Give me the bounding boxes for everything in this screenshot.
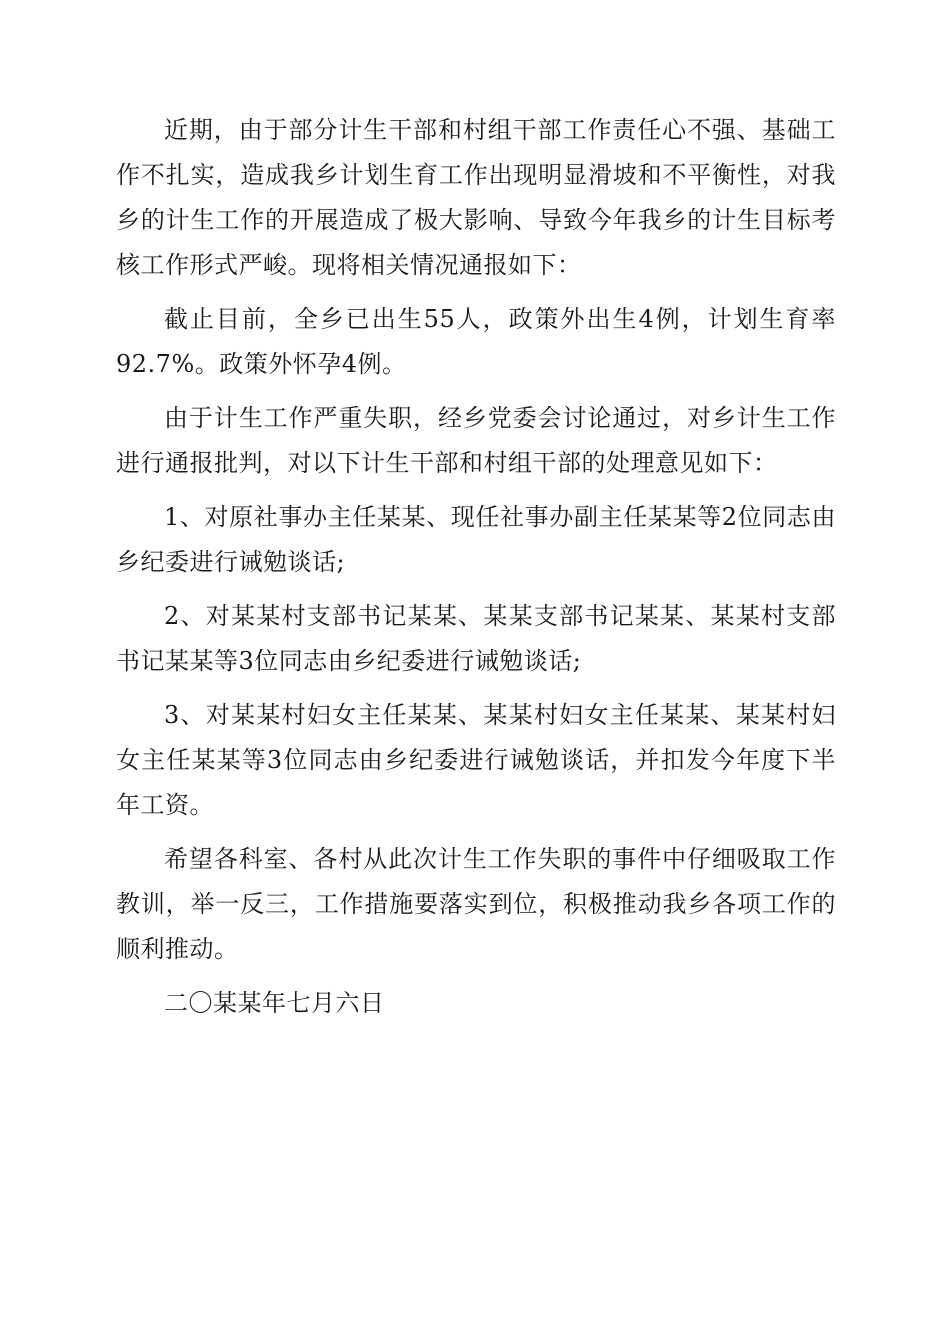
paragraph-decision: 由于计生工作严重失职，经乡党委会讨论通过，对乡计生工作进行通报批判，对以下计生干部和村组干部的处理意见如下： bbox=[116, 404, 836, 477]
paragraph-item-1: 1、对原社事办主任某某、现任社事办副主任某某等2位同志由乡纪委进行诫勉谈话; bbox=[116, 503, 836, 576]
document-date: 二〇某某年七月六日 bbox=[164, 989, 385, 1017]
paragraph-statistics: 截止目前，全乡已出生55人，政策外出生4例，计划生育率92.7%。政策外怀孕4例。 bbox=[116, 305, 836, 378]
paragraph-item-2: 2、对某某村支部书记某某、某某支部书记某某、某某村支部书记某某等3位同志由乡纪委进行诫勉谈话; bbox=[116, 602, 836, 675]
paragraph-closing: 希望各科室、各村从此次计生工作失职的事件中仔细吸取工作教训，举一反三，工作措施要落实到位，积极推动我乡各项工作的顺利推动。 bbox=[116, 845, 836, 963]
document-body bbox=[116, 108, 836, 1035]
paragraph-intro: 近期，由于部分计生干部和村组干部工作责任心不强、基础工作不扎实，造成我乡计划生育工作出现明显滑坡和不平衡性，对我乡的计生工作的开展造成了极大影响、导致今年我乡的计生目标考核工作形式严峻。现将相关情况通报如下： bbox=[116, 116, 836, 279]
paragraph-item-3: 3、对某某村妇女主任某某、某某村妇女主任某某、某某村妇女主任某某等3位同志由乡纪委进行诫勉谈话，并扣发今年度下半年工资。 bbox=[116, 701, 836, 819]
